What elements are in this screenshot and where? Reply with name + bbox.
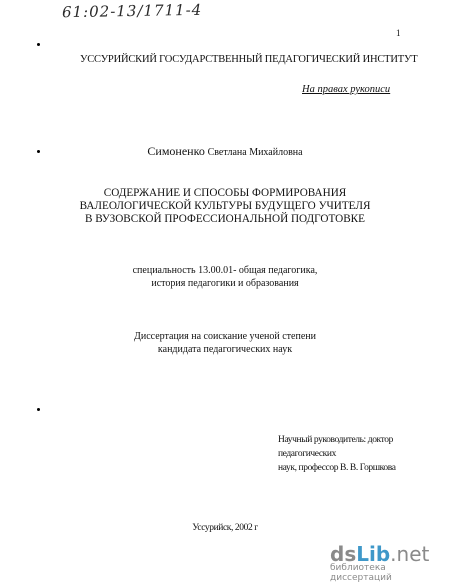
supervisor-line: Научный руководитель: доктор педагогических bbox=[278, 435, 393, 459]
scan-dot bbox=[37, 43, 40, 46]
title-line: ВАЛЕОЛОГИЧЕСКОЙ КУЛЬТУРЫ БУДУЩЕГО УЧИТЕЛЯ bbox=[79, 200, 371, 212]
author-given-names: Светлана Михайловна bbox=[207, 147, 303, 158]
degree-statement bbox=[0, 330, 450, 356]
handwritten-catalog-code: 61:02-13/1711-4 bbox=[61, 0, 203, 22]
city-year: Уссурийск, 2002 г bbox=[192, 523, 258, 533]
watermark-logo: dsLib.net bbox=[330, 542, 430, 566]
specialty-line: история педагогики и образования bbox=[151, 278, 299, 289]
specialty bbox=[0, 264, 450, 290]
degree-line: Диссертация на соискание ученой степени bbox=[134, 331, 316, 342]
institute-name: УССУРИЙСКИЙ ГОСУДАРСТВЕННЫЙ ПЕДАГОГИЧЕСКИЙ ИНСТИТУТ bbox=[80, 54, 418, 65]
supervisor-line: наук, профессор В. В. Горшкова bbox=[278, 463, 396, 473]
title-line: СОДЕРЖАНИЕ И СПОСОБЫ ФОРМИРОВАНИЯ bbox=[103, 187, 347, 199]
dslib-watermark bbox=[330, 542, 448, 583]
specialty-line: специальность 13.00.01- общая педагогика, bbox=[132, 265, 318, 276]
degree-line: кандидата педагогических наук bbox=[157, 344, 293, 355]
supervisor-block bbox=[278, 433, 450, 475]
dissertation-title bbox=[0, 187, 450, 226]
author-line bbox=[0, 144, 450, 159]
rights-notice: На правах рукописи bbox=[302, 84, 391, 95]
author-surname: Симоненко bbox=[147, 144, 205, 158]
scan-dot bbox=[37, 408, 40, 411]
title-line: В ВУЗОВСКОЙ ПРОФЕССИОНАЛЬНОЙ ПОДГОТОВКЕ bbox=[85, 213, 365, 225]
page-number: 1 bbox=[396, 28, 401, 38]
watermark-subtitle: библиотека диссертаций bbox=[330, 563, 392, 583]
